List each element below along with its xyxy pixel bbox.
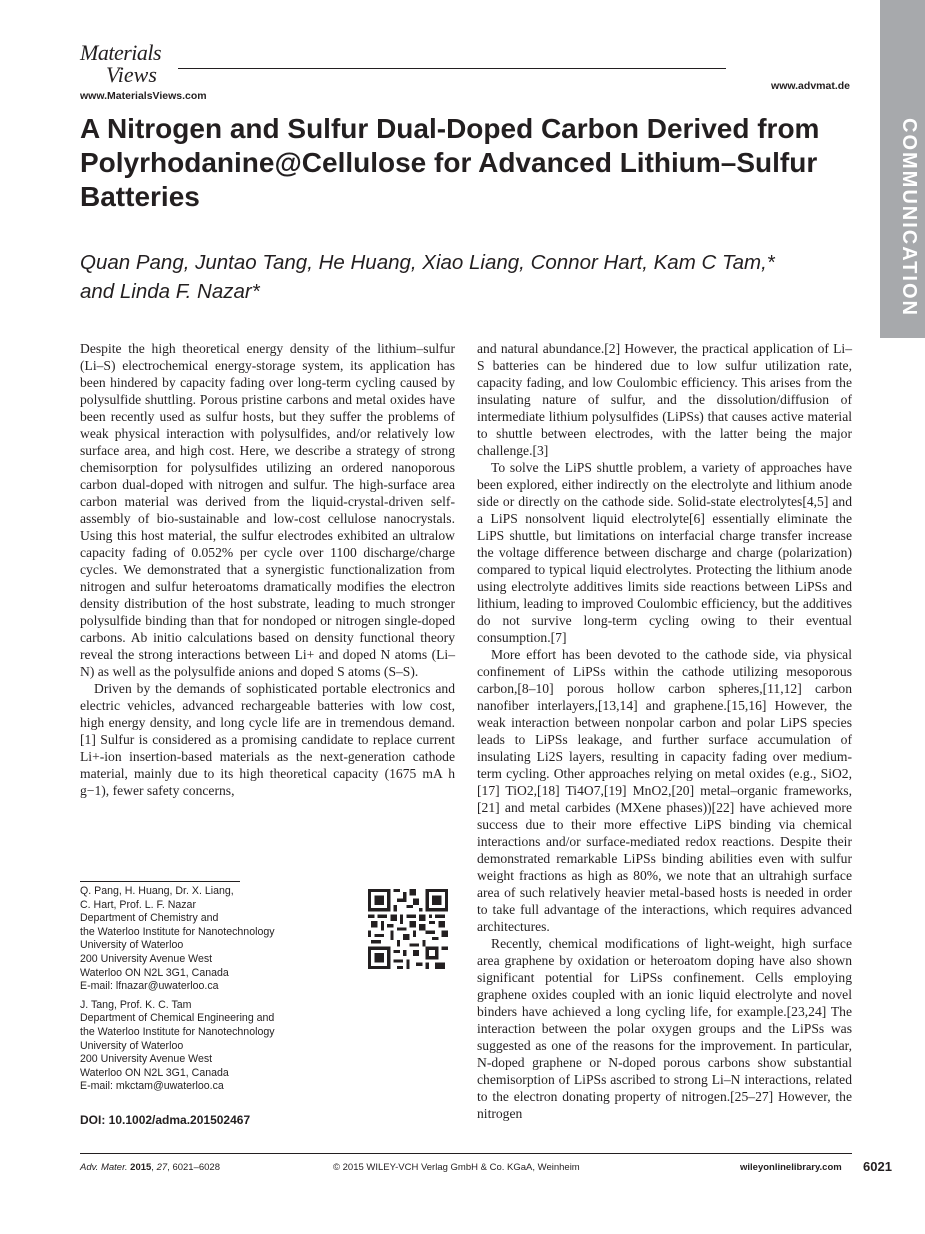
footer-rule [80,1153,852,1154]
body-paragraph: and natural abundance.[2] However, the practical application of Li–S batteries can be hindered due to low sulfur utilization rate, capacity fading, and low Coulombic efficiency. This arises from the insulating nature of sulfur, and the dissolution/diffusion of intermediate lithium polysulfides (LiPSs) that causes active material to shuttle between electrodes, with the latter being the major challenge.[3] [477,341,852,458]
footer-year: 2015 [130,1162,152,1173]
page-number: 6021 [863,1159,892,1174]
affiliation-line: Q. Pang, H. Huang, Dr. X. Liang, [80,885,234,897]
author-list [80,248,850,306]
body-column-right [477,340,852,1122]
affiliation-line: the Waterloo Institute for Nanotechnology [80,1025,275,1038]
affiliation-email[interactable]: E-mail: lfnazar@uwaterloo.ca [80,980,219,993]
footer-site[interactable]: wileyonlinelibrary.com [740,1162,842,1173]
journal-url[interactable]: www.advmat.de [771,80,850,92]
affiliation-line: University of Waterloo [80,939,184,952]
footer-copyright: © 2015 WILEY-VCH Verlag GmbH & Co. KGaA, Weinheim [333,1162,580,1173]
affiliation-line: Department of Chemistry and [80,912,219,925]
header-rule [178,68,726,69]
body-paragraph: Driven by the demands of sophisticated portable electronics and electric vehicles, advanced rechargeable batteries with low cost, high energy density, and long cycle life are in tremendous demand.[1] Sulfur is considered as a promising candidate to replace current Li+-ion insertion-based materials as the next-generation cathode material, mainly due to its high theoretical capacity (1675 mA h g−1), fewer safety concerns, [80,681,455,798]
footer-citation: Adv. Mater. 2015, 27, 6021–6028 [80,1162,220,1173]
affiliation-line: C. Hart, Prof. L. F. Nazar [80,898,196,911]
affiliation-line: Department of Chemical Engineering and [80,1012,275,1025]
affiliation-line: 200 University Avenue West [80,1053,213,1066]
body-paragraph: To solve the LiPS shuttle problem, a variety of approaches have been explored, either indirectly on the electrolyte and lithium anode side or directly on the cathode side. Solid-state electrolytes[4,5] and a LiPS nonsolvent liquid electrolyte[6] essentially eliminate the LiPS shuttle, but limitations on interfacial charge transfer increase the voltage difference between discharge and charge (polarization) compared to typical liquid electrolytes. Protecting the lithium anode using electrolyte additives limits side reactions between LiPSs and lithium, leading to improved Coulombic efficiency, but the additives do not survive long-term cycling owing to their eventual consumption.[7] [477,460,852,645]
materials-views-logo-line2: Views [106,62,157,87]
footer-volume: 27 [156,1162,168,1173]
affiliation-line: Waterloo ON N2L 3G1, Canada [80,1066,229,1079]
affiliation-line: Waterloo ON N2L 3G1, Canada [80,966,229,979]
affiliation-line: University of Waterloo [80,1039,184,1052]
doi[interactable]: DOI: 10.1002/adma.201502467 [80,1113,251,1127]
affiliation-rule [80,881,240,882]
body-paragraph: More effort has been devoted to the cathode side, via physical confinement of LiPSs within the cathode utilizing mesoporous carbon,[8–10] porous hollow carbon spheres,[11,12] carbon nanofiber interlayers,[13,14] and graphene.[15,16] However, the weak interaction between nonpolar carbon and polar LiPS species leads to LiPSs leakage, and further surface accumulation of insulating Li2S layers, resulting in capacity fading over medium-term cycling. Other approaches relying on metal oxides (e.g., SiO2,[17] TiO2,[18] Ti4O7,[19] MnO2,[20] metal–organic frameworks,[21] and metal carbides (MXene phases))[22] have achieved more success due to their more effective LiPS binding via chemical interactions and/or surface-mediated redox reactions. Despite their demonstrated remarkable LiPSs binding abilities even with sulfur weight fractions as high as 80%, we note that an ultrahigh surface area of such relatively heavier metal-based hosts is needed in order to take full advantage of the interactions, which requires advanced architectures. [477,647,852,934]
affiliation-line: J. Tang, Prof. K. C. Tam [80,998,192,1011]
authors-line-1: Quan Pang, Juntao Tang, He Huang, Xiao Liang, Connor Hart, Kam C Tam,* [80,251,775,274]
section-label: COMMUNICATION [898,118,920,317]
qr-code-icon[interactable] [368,889,448,969]
body-column-left [80,340,455,799]
footer-pages: 6021–6028 [172,1162,220,1173]
affiliation-line: 200 University Avenue West [80,952,213,965]
affiliation-email[interactable]: E-mail: mkctam@uwaterloo.ca [80,1080,224,1093]
affiliations [80,885,350,1094]
materials-views-logo-line1: Materials [80,40,162,65]
footer-journal: Adv. Mater. [80,1162,128,1173]
body-paragraph: Recently, chemical modifications of light-weight, high surface area graphene by oxidation or heteroatom doping have also shown significant potential for LiPSs confinement. Cells employing graphene oxides coupled with an ionic liquid electrolyte and novel binders have achieved a long cycling life, for example.[23,24] The interaction between the polar oxygen groups and the LiPSs was suggested as one of the reasons for the improvement. In particular, N-doped graphene or N-doped porous carbons show substantial chemisorption of LiPSs ascribed to strong Li–N interactions, related to the electron donating property of nitrogen.[25–27] However, the nitrogen [477,936,852,1121]
materialsviews-url[interactable]: www.MaterialsViews.com [80,90,207,102]
article-title: A Nitrogen and Sulfur Dual-Doped Carbon Derived from Polyrhodanine@Cellulose for Advanced Lithium–Sulfur Batteries [80,113,820,212]
abstract-paragraph: Despite the high theoretical energy density of the lithium–sulfur (Li–S) electrochemical energy-storage system, its application has been hindered by capacity fading over long-term cycling caused by polysulfide shuttling. Porous pristine carbons and metal oxides have been recently used as sulfur hosts, but they suffer the problems of weak physical interaction with polysulfides, and/or relatively low surface area, and high cost. Here, we describe a strategy of strong chemisorption for polysulfides utilizing an ordered nanoporous carbon dual-doped with nitrogen and sulfur. The high-surface area carbon material was derived from the liquid-crystal-driven self-assembly of bio-sustainable and low-cost cellulose nanocrystals. Using this host material, the sulfur electrodes exhibited an ultralow capacity fading of 0.052% per cycle over 1100 discharge/charge cycles. We demonstrated that a synergistic functionalization from nitrogen and sulfur heteroatoms dramatically modifies the electron density distribution of the host substrate, leading to much stronger polysulfide binding than that for nondoped or nitrogen single-doped carbons. Ab initio calculations based on density functional theory reveal the strong interactions between Li+ and doped N atoms (Li–N) as well as the polysulfide anions and doped S atoms (S–S). [80,341,455,679]
section-tab [880,0,925,338]
affiliation-line: the Waterloo Institute for Nanotechnology [80,925,275,938]
authors-line-2: and Linda F. Nazar* [80,280,260,303]
